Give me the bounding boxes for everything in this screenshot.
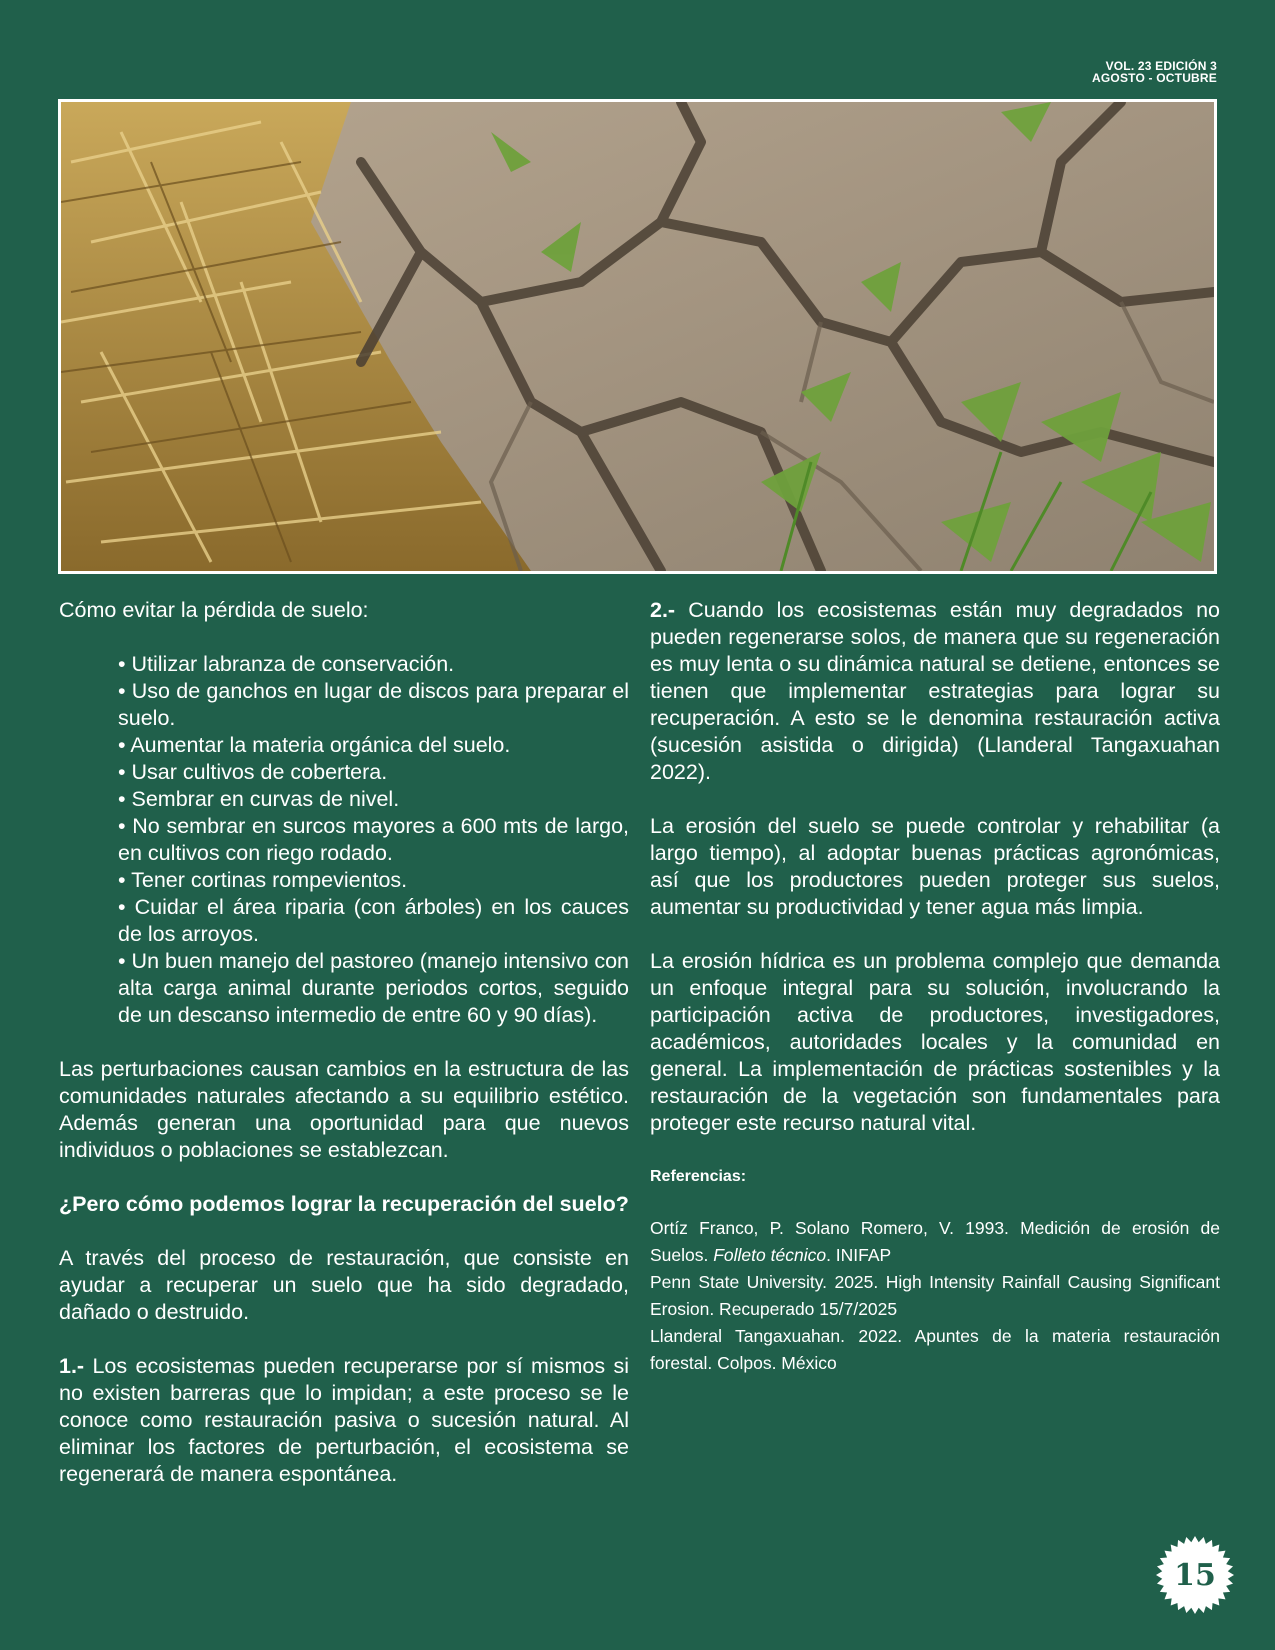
right-column [650, 597, 1220, 1377]
list-item: • Cuidar el área riparia (con árboles) en los cauces de los arroyos. [118, 895, 629, 946]
water-erosion-paragraph: La erosión hídrica es un problema complejo que demanda un enfoque integral para su solución, involucrando la participación activa de productores, investigadores, académicos, autoridades locales y la comunidad en general. La implementación de prácticas sostenibles y la restauración de la vegetación son fundamentales para proteger este recurso natural vital. [650, 949, 1220, 1135]
point-1-paragraph [59, 1353, 629, 1488]
reference-item [650, 1215, 1220, 1269]
perturbations-paragraph: Las perturbaciones causan cambios en la estructura de las comunidades naturales afectando a su equilibrio estético. Además generan una oportunidad para que nuevos individuos o poblaciones se establezcan. [59, 1057, 629, 1162]
reference-item: Penn State University. 2025. High Intensity Rainfall Causing Significant Erosion. Recuperado 15/7/2025 [650, 1272, 1220, 1319]
reference-1-italic: Folleto técnico [713, 1245, 827, 1265]
prevention-list [59, 651, 629, 1029]
reference-item: Llanderal Tangaxuahan. 2022. Apuntes de la materia restauración forestal. Colpos. México [650, 1326, 1220, 1373]
erosion-control-paragraph: La erosión del suelo se puede controlar y rehabilitar (a largo tiempo), al adoptar buenas prácticas agronómicas, así que los productores pueden proteger sus suelos, aumentar su productividad y tener agua más limpia. [650, 814, 1220, 919]
prevention-intro: Cómo evitar la pérdida de suelo: [59, 598, 369, 622]
point-2-text: Cuando los ecosistemas están muy degradados no pueden regenerarse solos, de manera que su regeneración es muy lenta o su dinámica natural se detiene, entonces se tienen que implementar estrategias para lograr su recuperación. A esto se le denomina restauración activa (sucesión asistida o dirigida) (Llanderal Tangaxuahan 2022). [650, 598, 1220, 784]
left-column [59, 597, 629, 1488]
cracked-dry-soil-photo [61, 102, 1214, 571]
recovery-question: ¿Pero cómo podemos lograr la recuperación del suelo? [59, 1192, 629, 1216]
reference-1-publisher: . INIFAP [826, 1245, 892, 1265]
list-item: • Un buen manejo del pastoreo (manejo intensivo con alta carga animal durante periodos cortos, seguido de un descanso intermedio de entre 60 y 90 días). [118, 949, 629, 1027]
issue-volume: VOL. 23 EDICIÓN 3 [1105, 59, 1217, 73]
point-1-label: 1.- [59, 1354, 85, 1378]
page-number-badge [1155, 1535, 1235, 1615]
references-list [650, 1215, 1220, 1377]
list-item: • Aumentar la materia orgánica del suelo. [118, 733, 511, 757]
point-2-label: 2.- [650, 598, 676, 622]
list-item: • No sembrar en surcos mayores a 600 mts de largo, en cultivos con riego rodado. [118, 814, 629, 865]
list-item: • Uso de ganchos en lugar de discos para preparar el suelo. [118, 679, 629, 730]
list-item: • Tener cortinas rompevientos. [118, 868, 408, 892]
page-number: 15 [1174, 1557, 1216, 1593]
cracked-soil-photo [58, 99, 1217, 574]
point-2-paragraph [650, 597, 1220, 786]
reference-1-text: Ortíz Franco, P. Solano Romero, V. 1993. Medición de erosión de Suelos. [650, 1218, 1220, 1265]
references-title: Referencias: [650, 1168, 747, 1185]
issue-period: AGOSTO - OCTUBRE [1092, 71, 1217, 85]
restoration-paragraph: A través del proceso de restauración, que consiste en ayudar a recuperar un suelo que ha sido degradado, dañado o destruido. [59, 1246, 629, 1324]
list-item: • Utilizar labranza de conservación. [118, 652, 455, 676]
point-1-text: Los ecosistemas pueden recuperarse por sí mismos si no existen barreras que lo impidan; a este proceso se le conoce como restauración pasiva o sucesión natural. Al eliminar los factores de perturbación, el ecosistema se regenerará de manera espontánea. [59, 1354, 629, 1486]
list-item: • Usar cultivos de cobertera. [118, 760, 388, 784]
issue-header [1092, 60, 1217, 84]
list-item: • Sembrar en curvas de nivel. [118, 787, 400, 811]
